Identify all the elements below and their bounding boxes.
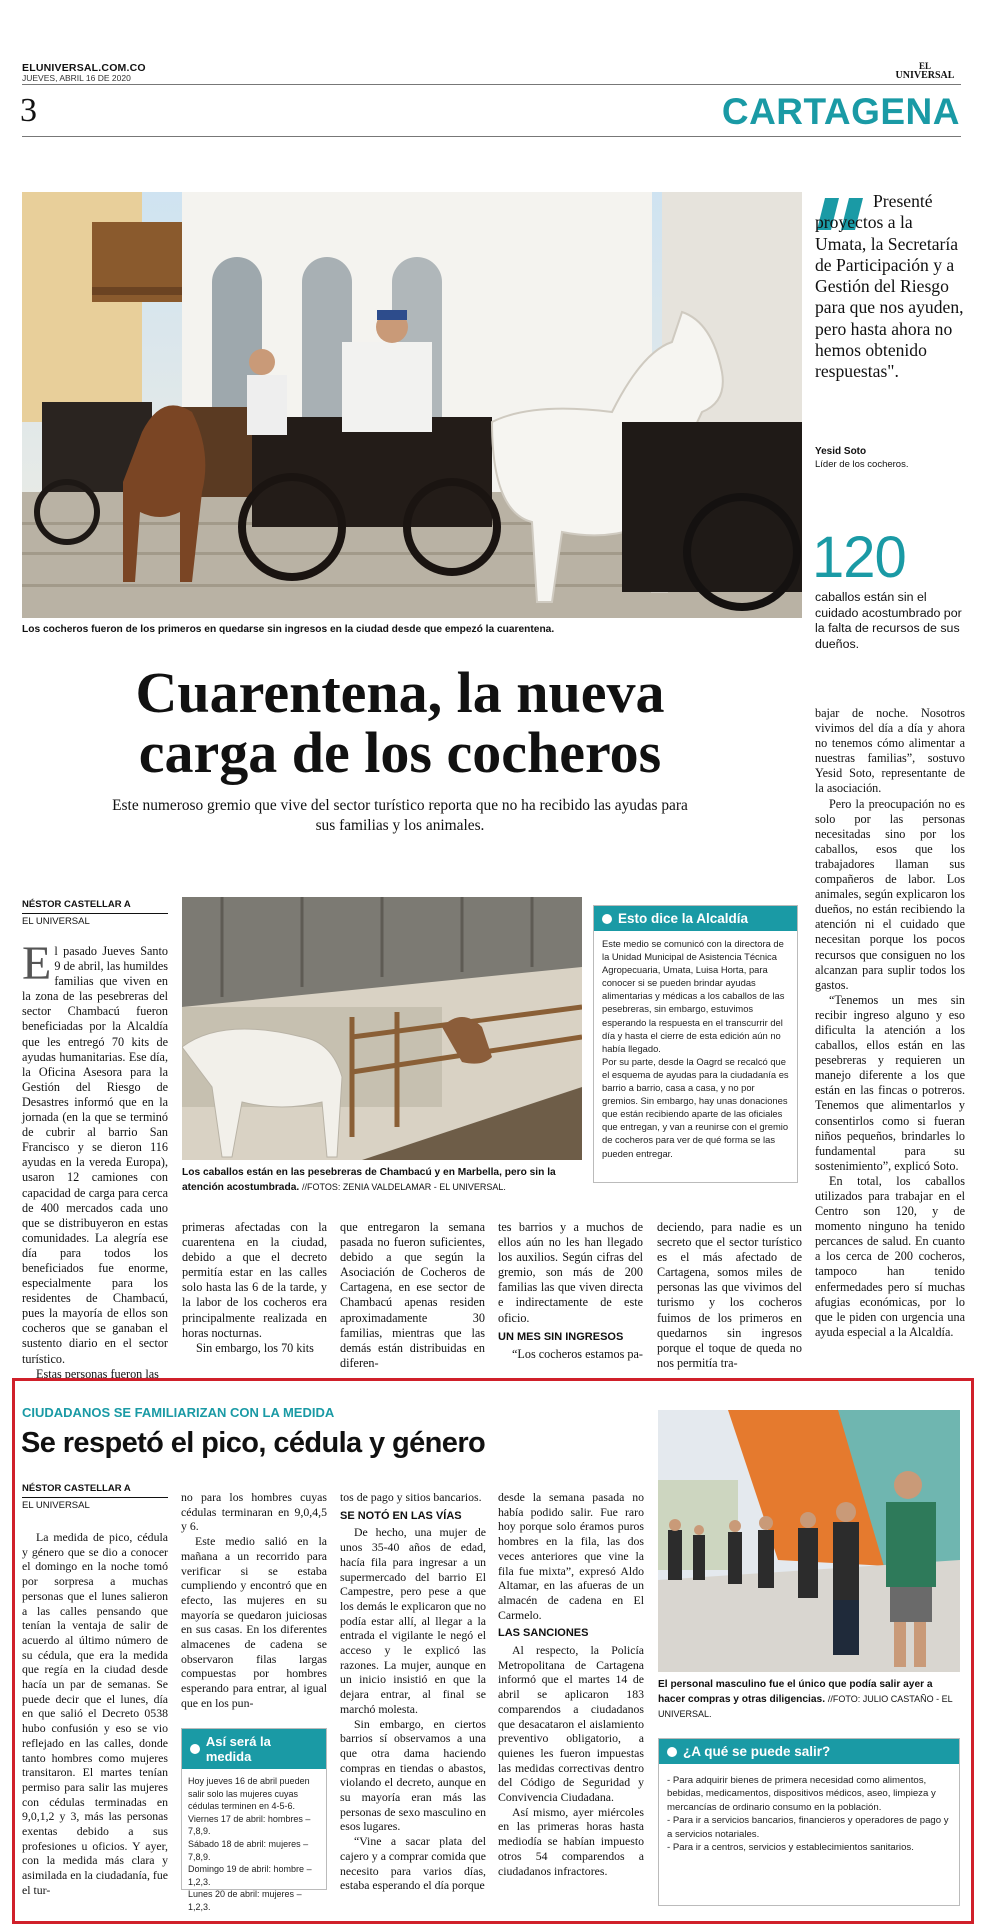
pull-quote: Presenté proyectos a la Umata, la Secretaría de Participación y a Gestión del Riesgo para que nos ayuden, pero hasta ahora no hemos obtenido respuestas".	[815, 191, 964, 382]
dropcap: E	[22, 937, 52, 990]
bullet-icon	[667, 1747, 677, 1757]
medida-line-4: Lunes 20 de abril: mujeres – 1,2,3.	[188, 1889, 302, 1912]
medida-intro: Hoy jueves 16 de abril pueden salir solo las mujeres cuyas cédulas terminen en 4-5-6.	[188, 1776, 310, 1812]
subhead-sanciones: LAS SANCIONES	[498, 1627, 589, 1640]
article1-col4: tes barrios y a muchos de ellos aún no les han llegado los auxilios. Según cifras del gremio, son más de 200 familias las que viven directa e indirectamente de este oficio. UN MES SIN INGRESOS “Los cocheros estamos pa-	[498, 1220, 643, 1361]
article2-col2: no para los hombres cuyas cédulas terminaran en 9,0,4,5 y 6. Este medio salió en la mañana a un recorrido para verificar si se estaba cumpliendo y encontró que en efecto, las mujeres en su mayoría se quedaron juiciosas en sus casas. En los diferentes almacenes de cadena se observaron filas largas compuestas por hombres esperando para entrar, al igual que en los pun-	[181, 1490, 327, 1710]
stable-photo-caption: Los caballos están en las pesebreras de Chambacú y en Marbella, pero sin la atención acostumbrada. //FOTOS: ZENIA VALDELAMAR - EL UNIVERSAL.	[182, 1167, 556, 1193]
bullet-icon	[190, 1744, 200, 1754]
salir-item-3: - Para ir a centros, servicios y establecimientos sanitarios.	[667, 1842, 914, 1854]
medida-line-3: Domingo 19 de abril: hombre – 1,2,3.	[188, 1864, 312, 1887]
street-photo-caption: El personal masculino fue el único que podía salir ayer a hacer compras y otras diligencias. //FOTO: JULIO CASTAÑO - EL UNIVERSAL.	[658, 1679, 953, 1719]
article2-col1: La medida de pico, cédula y género que se dio a conocer el domingo en la noche tomó por sorpresa a muchas personas que el lunes salieron a las calles pensando que tenían la ventaja de salir de acuerdo al último número de su cédula, que era la medida que regía en la ciudad desde hacía un par de semanas. Se puede decir que el lunes, día en que salió el Decreto 0538 hubo confusión y eso se vio reflejado en las calles, donde tanto hombres como mujeres transitaron. El martes tenían permiso para salir las mujeres con cédulas terminadas en 9,0,1,2 y 3, más las personas exentas debido a sus profesiones u oficios. Y ayer, con la medida más clara y asimilada en la ciudadanía, fue el tur-	[22, 1530, 168, 1897]
quote-author: Yesid Soto	[815, 446, 867, 457]
headline-1: Cuarentena, la nueva carga de los cocheros	[135, 660, 665, 785]
hero-photo-caption: Los cocheros fueron de los primeros en quedarse sin ingresos en la ciudad desde que empezó la cuarentena.	[22, 624, 555, 635]
alcaldia-p1: Este medio se comunicó con la directora de la Unidad Municipal de Asistencia Técnica Agropecuaria, Umata, Luisa Horta, para conocer si se pueden brindar ayudas alimentarias y médicas a los caballos de las pesebreras, sin embargo, estuvimos esperando la respuesta en el transcurrir del día y hasta el cierre de esta edición aún no había llegado.	[602, 938, 785, 1054]
salir-box-header: ¿A qué se puede salir?	[659, 1739, 959, 1764]
medida-line-2: Sábado 18 de abril: mujeres – 7,8,9.	[188, 1838, 309, 1862]
bullet-icon	[602, 914, 612, 924]
subhead-vias: SE NOTÓ EN LAS VÍAS	[340, 1509, 462, 1522]
people-queue-photo	[658, 1410, 960, 1672]
alcaldia-p2: Por su parte, desde la Oagrd se recalcó que el esquema de ayudas para la ciudadanía es barrio a barrio, casa a casa, y no por gremios. Sin embargo, hay unas donaciones que están recibiendo aparte de las oficiales que entregan, y van a reunirse con el gremio de cocheros para ver de qué forma se las pueden entregar.	[602, 1055, 789, 1159]
kicker-2: CIUDADANOS SE FAMILIARIZAN CON LA MEDIDA	[22, 1405, 335, 1420]
article1-col1: El pasado Jueves Santo 9 de abril, las humildes familias que viven en la zona de las pesebreras del sector Chambacú fueron beneficiadas por la Alcaldía que les entregó 70 kits de ayudas humanitarias. Ese día, la Oficina Asesora para la Gestión del Riesgo de Desastres informó que en la jornada (en la que se terminó de cubrir al barrio San Francisco y se dieron 116 ayudas en la vereda Europa), usaron 12 camiones con capacidad de carga para cerca de 400 mercados cada uno que se distribuyeron en estas comunidades. La alegría ese día para todos los beneficiados fue enorme, especialmente para los residentes de Chambacú, pues la mayoría de ellos son cocheros que se ganaban el sustento diario en el sector turístico. Estas personas fueron las	[22, 937, 168, 1381]
medida-box-header: Así será la medida	[182, 1729, 326, 1769]
byline-1: NÉSTOR CASTELLAR A EL UNIVERSAL	[22, 899, 168, 928]
masthead-logo: EL UNIVERSAL	[895, 61, 955, 81]
salir-item-2: - Para ir a servicios bancarios, financieros y operadores de pago y a servicios notariales.	[667, 1815, 949, 1840]
article1-col2: primeras afectadas con la cuarentena en la ciudad, debido a que el decreto permitía estar en las calles solo hasta las 6 de la tarde, y la labor de los cocheros era principalmente realizada en horas nocturnas. Sin embargo, los 70 kits	[182, 1220, 327, 1355]
article1-col5: deciendo, para nadie es un secreto que el sector turístico es el más afectado de Cartagena, somos miles de personas las que vivimos del turismo y los cocheros fuimos de los primeros en quedarnos sin ingresos porque el toque de queda no nos permitía tra-	[657, 1220, 802, 1370]
article2-col3: tos de pago y sitios bancarios. SE NOTÓ EN LAS VÍAS De hecho, una mujer de unos 35-40 años de edad, hacía fila para ingresar a un supermercado del barrio El Campestre, pero pese a que los demás le explicaron que no podía estar allí, al llegar a la entrada el vigilante le negó el acceso y le explicó las razones. La mujer, aunque en un inicio insistió en que la dejara entrar, al final se marchó molesta. Sin embargo, en ciertos barrios sí observamos a una que otra dama haciendo compras en tiendas o abastos, violando el decreto, aunque en su mayoría eran más las personas de sexo masculino en esos lugares. “Vine a sacar plata del cajero y a comprar comida que necesito para varios días, estaba esperando el día porque	[340, 1490, 486, 1893]
header-rule	[22, 84, 961, 85]
medida-line-1: Viernes 17 de abril: hombres – 7,8,9.	[188, 1813, 311, 1837]
article2-col4: desde la semana pasada no había podido salir. Fue raro hoy porque solo éramos puros hombres en la fila, las dos veces anteriores que vine la fila fue mixta”, expresó Aldo Altamar, en las afueras de un almacén de cadena en El Carmelo. LAS SANCIONES Al respecto, la Policía Metropolitana de Cartagena informó que el martes 14 de abril se aplicaron 183 comparendos a ciudadanos que desacataron el aislamiento preventivo obligatorio, a quienes les fueron impuestas las medidas correctivas dentro del Código de Seguridad y Convivencia Ciudadana. Así mismo, ayer miércoles en las primeras horas hasta mediodía se habían impuesto otros 54 comparendos a ciudadanos infractores.	[498, 1490, 644, 1878]
alcaldia-box	[593, 905, 798, 1183]
page-number: 3	[20, 92, 37, 129]
section-title: CARTAGENA	[721, 91, 960, 132]
quote-role: Líder de los cocheros.	[815, 459, 909, 470]
salir-item-1: - Para adquirir bienes de primera necesidad como alimentos, bebidas, medicamentos, dispositivos médicos, aseo, limpieza y mercancías de ordinario consumo en la población.	[667, 1775, 936, 1813]
salir-box	[658, 1738, 960, 1906]
site-url: ELUNIVERSAL.COM.CO	[22, 62, 146, 74]
article1-col3: que entregaron la semana pasada no fueron suficientes, debido a que según la Asociación de Cocheros de Cartagena, en ese sector de Chambacú apenas residen aproximadamente 30 familias, mientras que las demás están distribuidas en diferen-	[340, 1220, 485, 1370]
alcaldia-box-header: Esto dice la Alcaldía	[594, 906, 797, 931]
byline-2: NÉSTOR CASTELLAR A EL UNIVERSAL	[22, 1483, 168, 1512]
horse-stable-photo	[182, 897, 582, 1160]
article1-col6: bajar de noche. Nosotros vivimos del día a día y ahora no tenemos cómo alimentar a nuestras familias”, sostuvo Yesid Soto, representante de la asociación. Pero la preocupación no es solo por las personas necesitadas sino por los caballos, esos que los trabajadores llaman sus compañeros de labor. Los animales, según explicaron los dueños, no están recibiendo la atención ni el cuidado que necesitan porque los pocos recursos que consiguen no los alcanzan para suplir todos los gastos. “Tenemos un mes sin recibir ingreso alguno y eso dificulta la atención a los caballos, ellos están en las pesebreras y requieren un manejo diferente a los que están en las fincas o potreros. Tenemos que alimentarlos y consentirlos como si fueran niños pequeños, brindarles lo fundamental para su sostenimiento”, explicó Soto. En total, los caballos utilizados para trabajar en el Centro son 120, y de momento ninguno ha tenido percances de salud. En cuanto a los cerca de 200 cocheros, tampoco han tenido enfermedades pero sí muchas afugias económicas, por lo que le piden con urgencia una ayuda especial a la Alcaldía.	[815, 706, 965, 1339]
stat-text: caballos están sin el cuidado acostumbrado por la falta de recursos de sus dueños.	[815, 590, 962, 651]
stat-number: 120	[812, 525, 906, 590]
subhead-un-mes: UN MES SIN INGRESOS	[498, 1330, 624, 1343]
section-rule	[22, 136, 961, 137]
medida-box	[181, 1728, 327, 1912]
issue-date: JUEVES, ABRIL 16 DE 2020	[22, 73, 131, 83]
subheadline-1: Este numeroso gremio que vive del sector turístico reporta que no ha recibido las ayudas para sus familias y los animales.	[112, 797, 688, 834]
headline-2: Se respetó el pico, cédula y género	[21, 1427, 486, 1459]
horse-carriage-photo	[22, 192, 802, 618]
